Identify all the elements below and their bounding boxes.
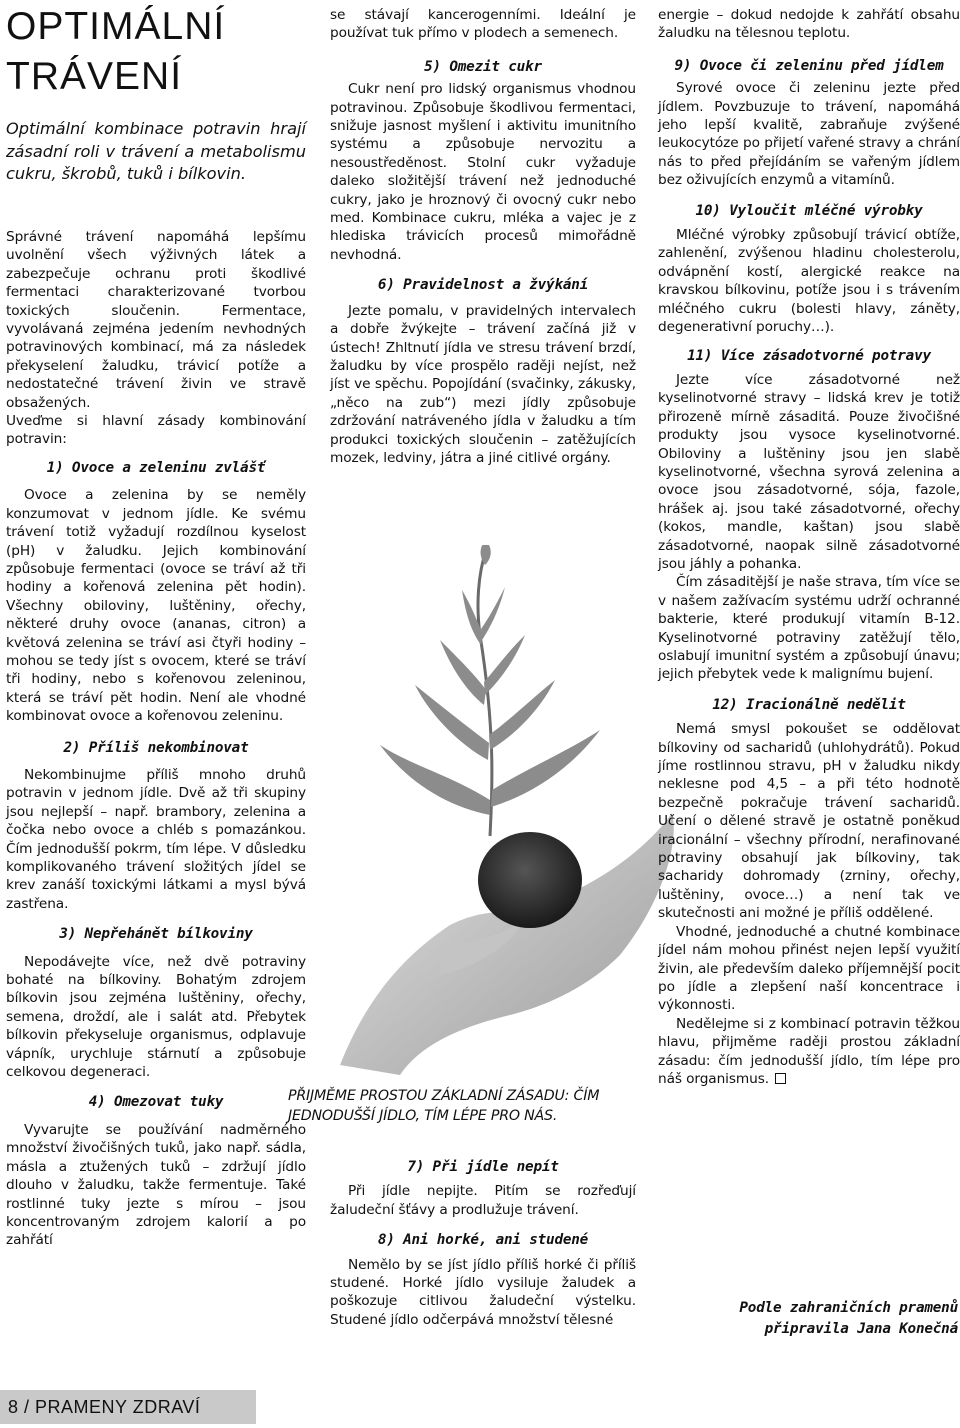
paragraph: Mléčné výrobky způsobují trávicí obtíže, zahlenění, zvýšenou hladinu cholesterolu, odvápnění kostí, alergické reakce na kravskou bílkovinu, potíže jsou i s trávením mléčného cukru (bolesti hlavy, záněty, degenerativní poruchy…). <box>658 227 960 336</box>
section-heading-10: 10) Vyloučit mléčné výrobky <box>695 202 923 219</box>
paragraph: Nemá smysl pokoušet se oddělovat bílkoviny od sacharidů (uhlohydrátů). Pokud jíme rostlinnou stravu, pH v žaludku nikdy neklesne pod 4,5 – a při této hodnotě bezpečně pokračuje trávení sacharidů. Učení o dělené stravě je ostatně poněkud iracionální – všechny přírodní, nerafinované potraviny obsahují jak bílkoviny, tak sacharidy dohromady (zrniny, ořechy, luštěniny, ovoce…) a není tak ve skutečnosti ani možné je příliš oddělené. <box>658 721 960 922</box>
paragraph-text: Nedělejme si z kombinací potravin těžkou hlavu, přijměme raději prostou základní zásadu: čím jednodušší jídlo, tím lépe pro náš organismus. <box>658 1015 960 1087</box>
section-heading-7: 7) Při jídle nepít <box>407 1159 559 1175</box>
photo-seedling-in-hand <box>300 545 686 1075</box>
section-heading-9: 9) Ovoce či zeleninu před jídlem <box>674 57 944 74</box>
column-1 <box>6 228 306 1250</box>
paragraph: Vhodné, jednoduché a chutné kombinace jídel nám mohou přinést nejen lepší využití živin, ale především daleko příjemnější pocit po jídle a zlepšení naší koncentrace i výkonnosti. <box>658 923 960 1014</box>
section-heading-12: 12) Iracionálně nedělit <box>712 696 906 713</box>
title-line-2: TRÁVENÍ <box>6 55 183 98</box>
paragraph: Vyvarujte se používání nadměrného množství živočišných tuků, jako např. sádla, másla a ztužených tuků – zdržují jídlo dlouho v žaludku, takže fermentuje. Také rostlinné tuky jezte s mírou – jsou koncentrovaným zdrojem kalorií a po zahřátí <box>6 1121 306 1249</box>
section-heading-4: 4) Omezovat tuky <box>88 1094 224 1111</box>
paragraph: Nekombinujme příliš mnoho druhů potravin v jednom jídle. Dvě až tři skupiny jsou nejlepší – např. brambory, zelenina a čočka nebo ovoce a chléb s pomazánkou. Čím jednodušší pokrm, tím lépe. V důsledku komplikovaného trávení složitých jídel se krev zanáší toxickými látkami a mysl bývá zastřena. <box>6 766 306 912</box>
title-line-1: OPTIMÁLNÍ <box>6 5 226 48</box>
paragraph: Jezte pomalu, v pravidelných intervalech a dobře žvýkejte – trávení začíná již v ústech! Zhltnutí jídla ve stresu trávení brzdí, žaludku by více prospělo raději nejíst, než jíst ve spěchu. Popojídání (svačinky, zákusky, „něco na zub“) mezi jídly způsobuje zdržování natráveného jídla v žaludku a tím produkci toxických sloučenin – zatěžujících mozek, ledviny, játra a jiné citlivé orgány. <box>330 302 636 466</box>
column-2-lower <box>330 1158 636 1329</box>
column-2 <box>330 6 636 467</box>
section-heading-6: 6) Pravidelnost a žvýkání <box>377 277 589 294</box>
article-lead: Optimální kombinace potravin hrají zásadní roli v trávení a metabolismu cukru, škrobů, tuků i bílkovin. <box>6 119 306 183</box>
pull-quote: PŘIJMĚME PROSTOU ZÁKLADNÍ ZÁSADU: ČÍM JEDNODUŠŠÍ JÍDLO, TÍM LÉPE PRO NÁS. <box>288 1088 600 1124</box>
paragraph: Nemělo by se jíst jídlo příliš horké či příliš studené. Horké jídlo vysiluje žaludek a poškozuje citlivou žaludeční výstelku. Studené jídlo odčerpává množství tělesné <box>330 1256 636 1328</box>
section-heading-1: 1) Ovoce a zeleninu zvlášť <box>46 459 266 476</box>
paragraph: Jezte více zásadotvorné než kyselinotvorné stravy – lidská krev je totiž přirozeně mírně zásaditá. Pouze živočišné produkty jsou vysoce kyselinotvorné. Obiloviny a luštěniny jsou jen slabě kyselinotvorné, všechna syrová zelenina a ovoce jsou zásadotvorné, sója, fazole, hrášek aj. jsou také zásadotvorné, ořechy (kokos, mandle, kaštan) jsou slabě zásadotvorné, naopak silně zásadotvorné jsou jáhly a pohanka. <box>658 371 960 572</box>
paragraph: Ovoce a zelenina by se neměly konzumovat v jednom jídle. Ke svému trávení totiž vyžadují rozdílnou kyselost (pH) v žaludku. Jejich kombinování způsobuje fermentaci (ovoce se tráví až tři hodiny a kořenová zelenina pět hodin). Všechny obiloviny, luštěniny, ořechy, některé druhy ovoce (ananas, citron) a květová zelenina se tráví asi čtyři hodiny – mohou se tedy jíst s ovocem, které se tráví tři hodiny, nebo s kořenovou zeleninou, která se tráví pět hodin. Není ale vhodné kombinovat ovoce a kořenovou zeleninu. <box>6 487 306 725</box>
paragraph: Cukr není pro lidský organismus vhodnou potravinou. Způsobuje škodlivou fermentaci, snižuje jasnost myšlení i aktivitu imunitního systému a způsobuje nervozitu a nesoustředěnost. Stolní cukr vyžaduje daleko složitější trávení než jednoduché cukry, jako je hroznový či ovocný cukr nebo med. Kombinace cukru, mléka a vajec je z hlediska trávicích procesů mimořádně nevhodná. <box>330 81 636 263</box>
paragraph: Při jídle nepijte. Pitím se rozřeďují žaludeční šťávy a prodlužuje trávení. <box>330 1183 636 1218</box>
paragraph <box>658 1015 960 1089</box>
paragraph: Správné trávení napomáhá lepšímu uvolnění všech výživných látek a zabezpečuje ochranu proti škodlivé fermentaci charakterizované tvorbou toxických sloučenin. Fermentace, vyvolávaná zejména jedením nevhodných potravinových kombinací, má za následek překyselení žaludku, trávicí potíže a nedostatečné trávení živin ve stravě obsažených. <box>6 229 306 411</box>
paragraph: Nepodávejte více, než dvě potraviny bohaté na bílkoviny. Bohatým zdrojem bílkovin jsou zejména luštěniny, ořechy, semena, droždí, ale i salát atd. Přebytek bílkovin překyseluje organismus, odplavuje vápník, urychluje stárnutí a způsobuje celkovou degeneraci. <box>6 953 306 1081</box>
column-3 <box>658 6 960 1088</box>
paragraph: Uveďme si hlavní zásady kombinování potravin: <box>6 413 306 448</box>
section-heading-2: 2) Příliš nekombinovat <box>63 739 249 756</box>
section-heading-5: 5) Omezit cukr <box>424 58 542 75</box>
author-credit <box>658 1298 958 1339</box>
paragraph: Čím zásaditější je naše strava, tím více se v našem zažívacím systému udrží ochranné bakterie, které produkují vitamín B-12. Kyselinotvorné potraviny zatěžují tělo, oslabují imunitní systém a způsobují únavu; jejich přebytek vede k malignímu bujení. <box>658 574 960 683</box>
credit-line-1: Podle zahraničních pramenů <box>739 1300 958 1316</box>
end-of-article-mark <box>775 1073 786 1084</box>
paragraph: se stávají kancerogenními. Ideální je používat tuk přímo v plodech a semenech. <box>330 7 636 42</box>
paragraph: Syrové ovoce či zeleninu jezte před jídlem. Povzbuzuje to trávení, napomáhá jeho lepší kvalitě, zabraňuje zvýšené leukocytóze po přijetí vařené stravy a chrání nás to před přejídáním se vařeným jídlem bez oživujících enzymů a vitamínů. <box>658 80 960 189</box>
credit-line-2: připravila Jana Konečná <box>764 1320 958 1337</box>
paragraph: energie – dokud nedojde k zahřátí obsahu žaludku na tělesnou teplotu. <box>658 7 960 42</box>
section-heading-8: 8) Ani horké, ani studené <box>377 1232 589 1249</box>
article-title <box>6 2 316 102</box>
section-heading-3: 3) Nepřehánět bílkoviny <box>59 926 253 943</box>
page-footer: 8 / PRAMENY ZDRAVÍ <box>0 1390 256 1424</box>
section-heading-11: 11) Více zásadotvorné potravy <box>687 347 931 364</box>
